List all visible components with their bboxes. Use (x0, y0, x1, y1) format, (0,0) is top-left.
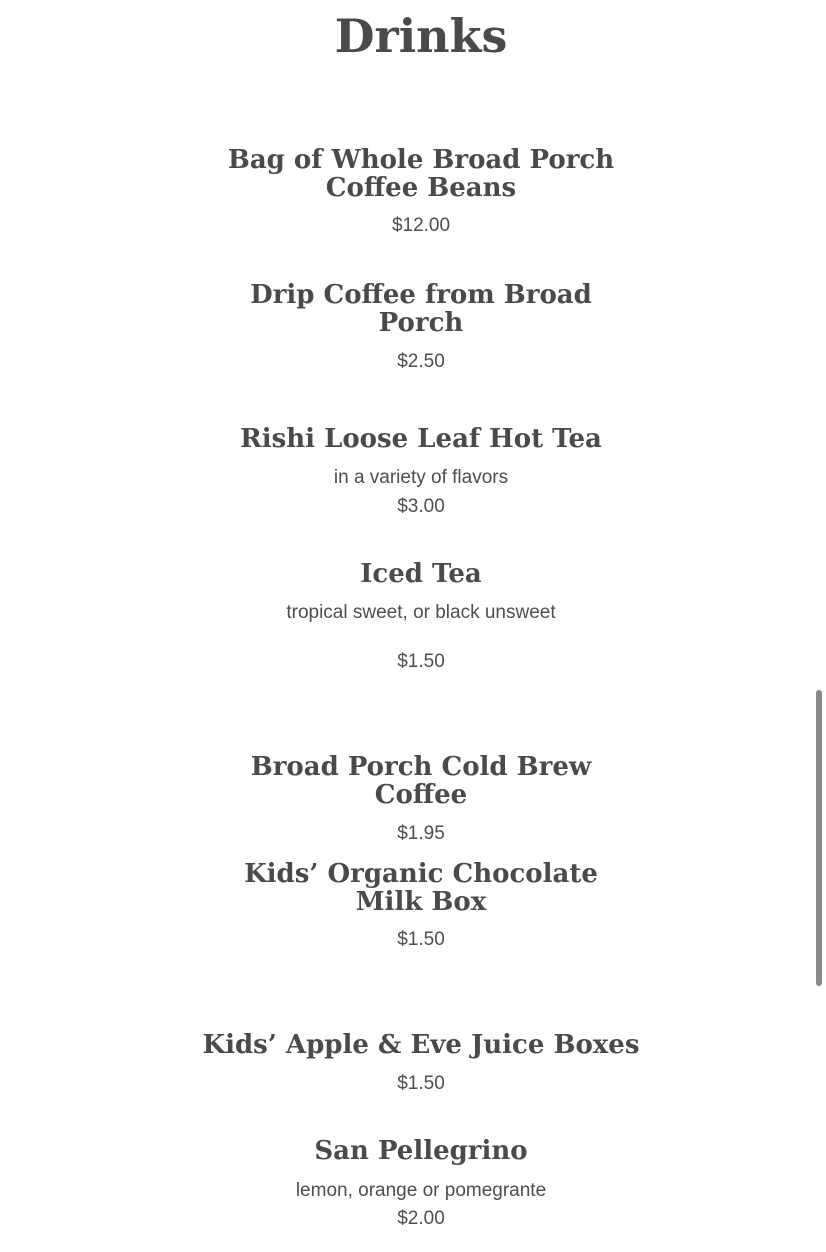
item-name: Rishi Loose Leaf Hot Tea (240, 424, 602, 454)
item-price: $2.50 (397, 351, 445, 372)
page-title: Drinks (334, 9, 508, 63)
item-name: Kids’ Organic Chocolate Milk Box (244, 859, 598, 917)
item-description: lemon, orange or pomegrante (295, 1180, 547, 1201)
item-name: Broad Porch Cold Brew Coffee (250, 752, 592, 810)
menu-item (0, 560, 826, 676)
item-price: $3.00 (397, 496, 445, 517)
item-description: tropical sweet, or black unsweet (286, 602, 556, 623)
item-name: Bag of Whole Broad Porch Coffee Beans (227, 145, 615, 203)
menu-item (0, 1031, 826, 1098)
menu-item (0, 1137, 826, 1233)
menu-item (0, 425, 826, 521)
item-price: $1.50 (397, 1073, 445, 1094)
item-name: Iced Tea (360, 559, 482, 589)
item-price: $2.00 (397, 1208, 445, 1229)
item-price: $12.00 (391, 215, 451, 236)
item-name: Kids’ Apple & Eve Juice Boxes (202, 1030, 640, 1060)
item-name: San Pellegrino (314, 1136, 528, 1166)
menu-item (0, 281, 826, 376)
item-name: Drip Coffee from Broad Porch (250, 280, 592, 338)
scrollbar[interactable] (816, 690, 822, 986)
item-description: in a variety of flavors (333, 467, 509, 488)
item-price: $1.50 (397, 929, 445, 950)
item-price: $1.50 (397, 651, 445, 672)
menu-item (0, 860, 826, 954)
menu-item (0, 753, 826, 848)
menu-item (0, 146, 826, 240)
item-price: $1.95 (397, 823, 445, 844)
